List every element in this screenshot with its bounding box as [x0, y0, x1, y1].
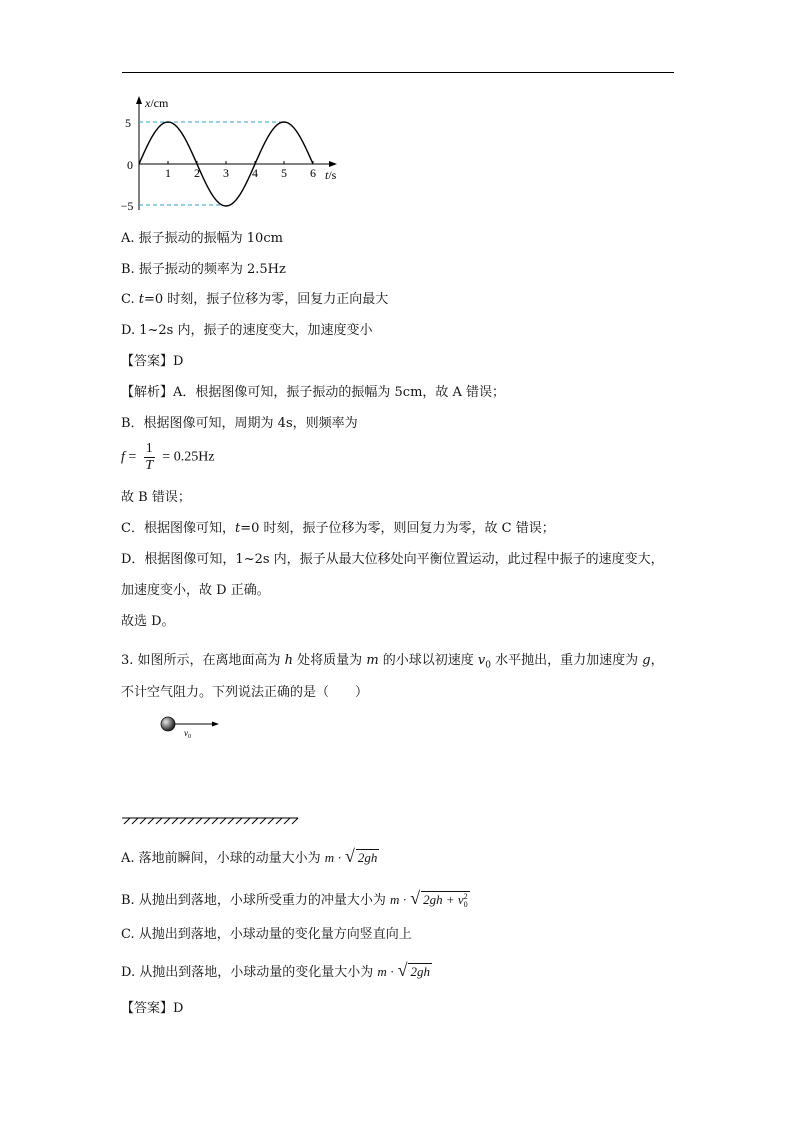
hatch-line — [156, 818, 162, 824]
q3-stem-line2: 不计空气阻力。下列说法正确的是（ ） — [121, 685, 369, 700]
q2-option-b: B. 振子振动的频率为 2.5Hz — [121, 262, 286, 277]
x-tick-label: 1 — [165, 166, 171, 180]
velocity-label: $v_0$ — [184, 728, 191, 740]
hatch-line — [268, 818, 274, 824]
hatch-line — [236, 818, 242, 824]
hatch-line — [196, 818, 202, 824]
q3-answer: 【答案】D — [121, 1001, 184, 1016]
q2-analysis-d: D．根据图像可知，1~2s 内，振子从最大位移处向平衡位置运动，此过程中振子的速度变大， — [121, 552, 664, 567]
x-axis-arrow — [329, 161, 337, 167]
q3-option-d: D. 从抛出到落地，小球动量的变化量大小为 m · √ 2gh — [121, 960, 430, 980]
q2-analysis-b-end: 故 B 错误； — [121, 490, 191, 505]
y-tick-zero: 0 — [127, 158, 133, 172]
hatch-line — [180, 818, 186, 824]
hatch-line — [172, 818, 178, 824]
displacement-time-graph — [120, 92, 345, 217]
y-tick-max: 5 — [125, 116, 131, 130]
hatch-line — [260, 818, 266, 824]
hatch-line — [204, 818, 210, 824]
x-tick-label: 4 — [252, 166, 258, 180]
hatch-line — [148, 818, 154, 824]
q2-conclusion: 故选 D。 — [121, 614, 175, 629]
q3-option-b: B. 从抛出到落地，小球所受重力的冲量大小为 m · √ 2gh + v 2 0 — [121, 888, 468, 910]
x-tick-label: 6 — [310, 166, 316, 180]
q3-stem-line1: 3. 如图所示，在离地面高为 h 处将质量为 m 的小球以初速度 $v_0$ 水平抛出，重力加速度为 g， — [121, 653, 664, 671]
y-tick-min: −5 — [120, 199, 134, 213]
q2-analysis-d-cont: 加速度变小，故 D 正确。 — [121, 583, 270, 598]
hatch-line — [132, 818, 138, 824]
y-axis-label: x/cm — [145, 96, 169, 110]
q2-analysis-c: C．根据图像可知，t=0 时刻，振子位移为零，则回复力为零，故 C 错误； — [121, 521, 555, 536]
q3-option-c: C. 从抛出到落地，小球动量的变化量方向竖直向上 — [121, 927, 412, 942]
ball — [161, 717, 175, 731]
hatch-line — [124, 818, 130, 824]
frequency-formula: f = $\frac{1}{T}$ = 0.25Hz — [121, 441, 215, 473]
hatch-line — [292, 818, 298, 824]
q2-option-a: A. 振子振动的振幅为 10cm — [121, 231, 283, 246]
velocity-arrowhead — [212, 722, 219, 727]
x-tick-label: 2 — [194, 166, 200, 180]
q2-analysis-b: B．根据图像可知，周期为 4s，则频率为 — [121, 416, 358, 431]
hatch-line — [276, 818, 282, 824]
x-axis-label: t/s — [325, 168, 337, 182]
hatch-line — [164, 818, 170, 824]
hatch-line — [228, 818, 234, 824]
formula-fraction: $\frac{1}{T}$ — [145, 441, 154, 473]
q2-option-d: D. 1~2s 内，振子的速度变大，加速度变小 — [121, 323, 373, 338]
x-tick-label: 3 — [223, 166, 229, 180]
header-rule — [122, 72, 674, 73]
hatch-line — [220, 818, 226, 824]
q3-option-a: A. 落地前瞬间，小球的动量大小为 m · √ 2gh — [121, 846, 378, 866]
q2-analysis-a: 【解析】A．根据图像可知，振子振动的振幅为 5cm，故 A 错误； — [121, 385, 506, 400]
q2-answer: 【答案】D — [121, 354, 184, 369]
hatch-line — [252, 818, 258, 824]
hatch-line — [212, 818, 218, 824]
x-tick-label: 5 — [281, 166, 287, 180]
y-axis-arrow — [136, 96, 142, 104]
ground-hatching — [124, 818, 298, 824]
hatch-line — [140, 818, 146, 824]
q2-option-c: C. t=0 时刻，振子位移为零，回复力正向最大 — [121, 292, 389, 307]
hatch-line — [284, 818, 290, 824]
hatch-line — [244, 818, 250, 824]
hatch-line — [188, 818, 194, 824]
projectile-figure — [118, 710, 308, 830]
